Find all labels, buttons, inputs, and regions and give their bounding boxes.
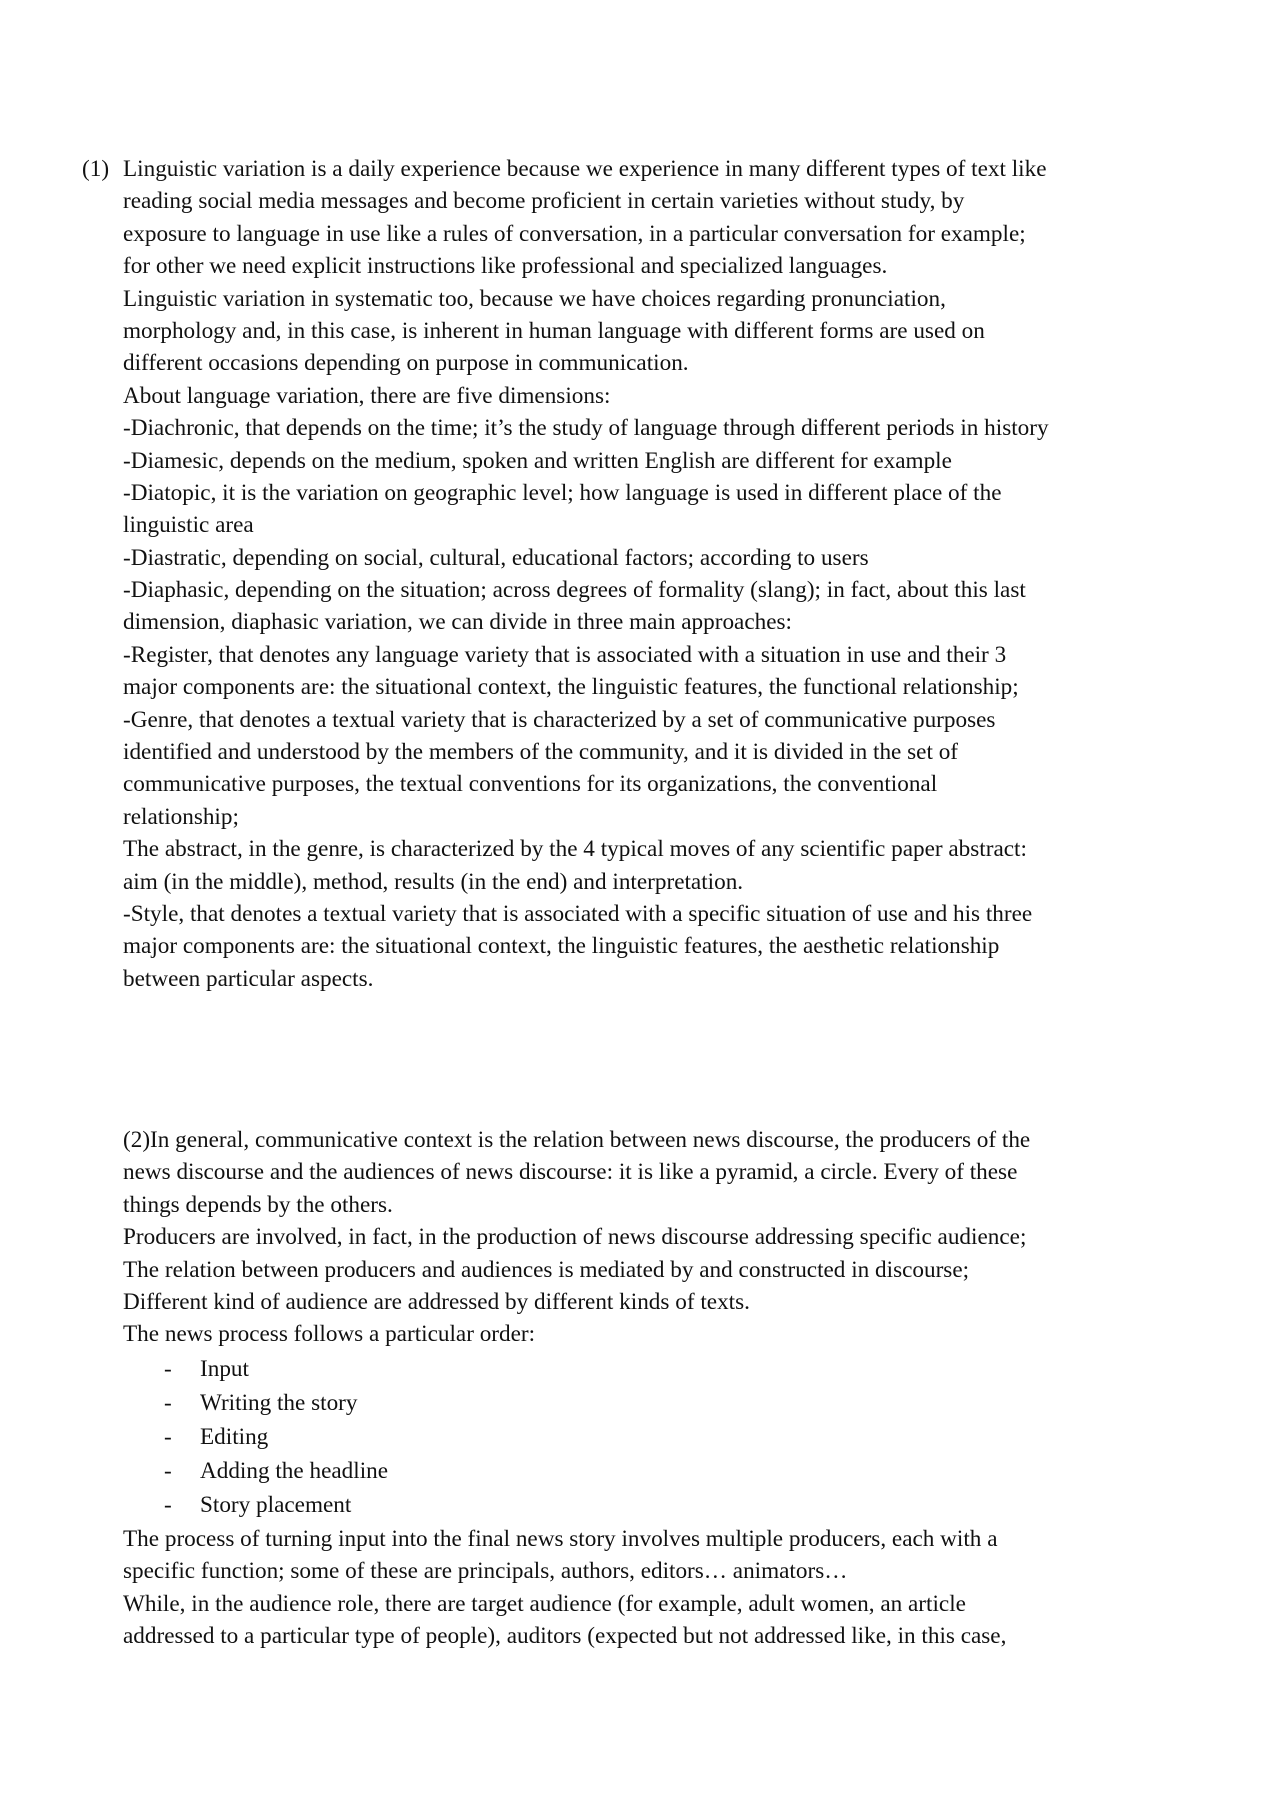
text-line: -Style, that denotes a textual variety that is associated with a specific situation of use and his three bbox=[123, 900, 1033, 927]
list-dash-marker: - bbox=[164, 1423, 172, 1450]
list-item bbox=[123, 1454, 1183, 1488]
text-line: major components are: the situational context, the linguistic features, the functional relationship; bbox=[123, 674, 1019, 701]
text-line: -Register, that denotes any language variety that is associated with a situation in use and their 3 bbox=[123, 641, 1007, 668]
text-line: communicative purposes, the textual conventions for its organizations, the conventional bbox=[123, 771, 938, 798]
text-line: Linguistic variation is a daily experience because we experience in many different types of text like bbox=[123, 156, 1047, 182]
text-line: dimension, diaphasic variation, we can divide in three main approaches: bbox=[123, 609, 792, 636]
text-line: relationship; bbox=[123, 803, 239, 830]
text-line: different occasions depending on purpose in communication. bbox=[123, 350, 689, 377]
text-line: linguistic area bbox=[123, 512, 254, 539]
section-2-intro-paragraph bbox=[123, 1124, 1183, 1351]
list-item-text: Writing the story bbox=[200, 1389, 358, 1416]
list-dash-marker: - bbox=[164, 1389, 172, 1416]
text-line: specific function; some of these are principals, authors, editors… animators… bbox=[123, 1558, 848, 1585]
text-line: -Diamesic, depends on the medium, spoken and written English are different for example bbox=[123, 447, 952, 474]
list-item-text: Input bbox=[200, 1355, 249, 1382]
list-item bbox=[123, 1352, 1183, 1386]
text-line: exposure to language in use like a rules of conversation, in a particular conversation for example; bbox=[123, 220, 1026, 247]
section-1-marker: (1) bbox=[82, 156, 110, 182]
list-dash-marker: - bbox=[164, 1355, 172, 1382]
text-line: Different kind of audience are addressed by different kinds of texts. bbox=[123, 1288, 750, 1315]
text-line: morphology and, in this case, is inherent in human language with different forms are used on bbox=[123, 317, 985, 344]
text-line: -Diaphasic, depending on the situation; across degrees of formality (slang); in fact, about this last bbox=[123, 577, 1026, 604]
text-line: While, in the audience role, there are target audience (for example, adult women, an article bbox=[123, 1590, 966, 1617]
list-item bbox=[123, 1386, 1183, 1420]
text-line: major components are: the situational context, the linguistic features, the aesthetic relationship bbox=[123, 933, 1000, 960]
text-line: The abstract, in the genre, is characterized by the 4 typical moves of any scientific paper abstract: bbox=[123, 836, 1027, 863]
list-dash-marker: - bbox=[164, 1491, 172, 1518]
text-line: aim (in the middle), method, results (in the end) and interpretation. bbox=[123, 868, 744, 895]
text-line: The relation between producers and audiences is mediated by and constructed in discourse; bbox=[123, 1256, 970, 1283]
list-dash-marker: - bbox=[164, 1457, 172, 1484]
list-item-text: Editing bbox=[200, 1423, 269, 1450]
text-line: -Diatopic, it is the variation on geographic level; how language is used in different place of the bbox=[123, 479, 1002, 506]
text-line: -Diastratic, depending on social, cultural, educational factors; according to users bbox=[123, 544, 869, 571]
text-line: between particular aspects. bbox=[123, 965, 374, 992]
text-line: identified and understood by the members of the community, and it is divided in the set of bbox=[123, 739, 959, 766]
answer-section-1 bbox=[82, 153, 1183, 995]
section-1-paragraph bbox=[123, 153, 1183, 995]
text-line: -Genre, that denotes a textual variety that is characterized by a set of communicative purposes bbox=[123, 706, 996, 733]
text-line: reading social media messages and become proficient in certain varieties without study, by bbox=[123, 188, 965, 215]
text-line: for other we need explicit instructions like professional and specialized languages. bbox=[123, 253, 888, 280]
text-line: addressed to a particular type of people), auditors (expected but not addressed like, in this case, bbox=[123, 1622, 1007, 1649]
text-line: -Diachronic, that depends on the time; it’s the study of language through different periods in history bbox=[123, 415, 1049, 442]
list-item bbox=[123, 1488, 1183, 1522]
list-item-text: Story placement bbox=[200, 1491, 352, 1518]
text-line: news discourse and the audiences of news discourse: it is like a pyramid, a circle. Every of these bbox=[123, 1159, 1018, 1186]
answer-section-2 bbox=[123, 1124, 1183, 1652]
text-line: (2)In general, communicative context is the relation between news discourse, the producers of the bbox=[123, 1127, 1031, 1153]
news-process-list bbox=[123, 1352, 1183, 1522]
text-line: things depends by the others. bbox=[123, 1191, 393, 1218]
section-2-outro-paragraph bbox=[123, 1523, 1183, 1653]
text-line: Linguistic variation in systematic too, because we have choices regarding pronunciation, bbox=[123, 285, 946, 312]
text-line: About language variation, there are five dimensions: bbox=[123, 382, 611, 409]
text-line: The process of turning input into the final news story involves multiple producers, each with a bbox=[123, 1525, 998, 1552]
list-item bbox=[123, 1420, 1183, 1454]
list-item-text: Adding the headline bbox=[200, 1457, 389, 1484]
text-line: Producers are involved, in fact, in the production of news discourse addressing specific audience; bbox=[123, 1224, 1027, 1251]
text-line: The news process follows a particular order: bbox=[123, 1321, 536, 1348]
